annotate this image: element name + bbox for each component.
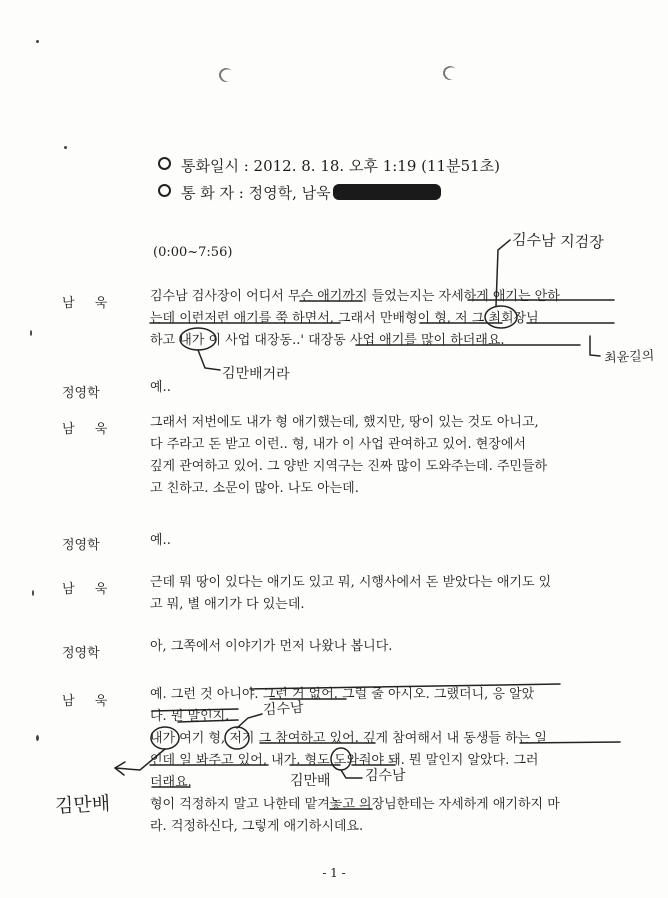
text-line: 김수남 검사장이 어디서 무슨 애기까지 들었는지는 자세하게 애기는 안하 <box>150 289 560 304</box>
handwritten-note: 최윤길의 <box>603 348 655 367</box>
arrow-mark <box>198 350 220 370</box>
speaker-label: 남 욱 <box>62 582 116 597</box>
arrow-mark <box>237 714 262 728</box>
text-line: 라. 걱정하신다, 그렇게 애기하시데요. <box>150 819 364 834</box>
arrow-mark <box>115 749 165 770</box>
text-line: 다 주라고 돈 받고 이런.. 형, 내가 이 사업 관여하고 있어. 현장에서 <box>150 437 526 452</box>
arrow-mark <box>341 770 362 778</box>
call-datetime: 통화일시 : 2012. 8. 18. 오후 1:19 (11분51초) <box>158 155 500 176</box>
text-line: 다. 뭔 말인지. <box>150 709 230 724</box>
text-line: 근데 뭐 땅이 있다는 애기도 있고 뭐, 시행사에서 돈 받았다는 애기도 있 <box>150 575 552 590</box>
circle-mark <box>151 727 179 749</box>
arrow-mark <box>590 336 600 356</box>
underline-mark <box>178 720 238 722</box>
speaker-label: 정영학 <box>62 646 100 661</box>
circle-mark <box>485 306 517 328</box>
text-line: 고 친하고. 소문이 많아. 나도 아는데. <box>150 481 359 496</box>
handwritten-note: 김만배 <box>54 792 111 818</box>
circle-mark <box>225 727 249 749</box>
handwritten-note: 김수남 <box>365 768 406 784</box>
text-line: 하고 내가 이 사업 대장동..' 대장동 사업 애기를 많이 하더래요. <box>150 333 505 348</box>
page-number: - 1 - <box>322 866 346 880</box>
handwritten-note: 김만배 <box>290 773 331 789</box>
circle-mark <box>331 748 351 770</box>
handwritten-note: 김수남 <box>262 699 305 719</box>
text-line: 인데 일 봐주고 있어, 내가. 형도 도와줘야 돼. 뭔 말인지 알았다. 그러 <box>150 753 539 768</box>
handwritten-note: 김만배거라 <box>221 365 290 383</box>
speaker-label: 남 욱 <box>62 296 116 311</box>
strike-mark <box>250 684 560 689</box>
handwritten-note: 김수남 지검장 <box>511 230 604 252</box>
strike-mark <box>152 709 238 711</box>
text-line: 는데 이런저런 애기를 쭉 하면서, 그래서 만배형이 형, 저 그 최회장님 <box>150 311 539 326</box>
speaker-label: 정영학 <box>62 538 100 553</box>
speaker-label: 정영학 <box>62 386 100 401</box>
text-line: 더래요. <box>150 775 192 790</box>
text-line: 내가 여기 형, 저기 그 참여하고 있어. 깊게 참여해서 내 동생들 하는 일 <box>150 731 547 746</box>
text-line: 예.. <box>150 533 171 548</box>
text-line: 깊게 관여하고 있어. 그 양반 지역구는 진짜 많이 도와주는데. 주민들하 <box>150 459 548 474</box>
arrow-mark <box>496 240 510 306</box>
text-line: 예.. <box>150 380 171 395</box>
text-line: 그래서 저번에도 내가 형 애기했는데, 했지만, 땅이 있는 것도 아니고, <box>150 415 539 430</box>
text-line: 예. 그런 것 아니야. 그런 거 없어. 그럴 줄 아시오. 그랬더니, 응 알았 <box>150 687 535 702</box>
callers: 통 화 자 : 정영학, 남욱 <box>158 182 441 203</box>
text-line: 아, 그쪽에서 이야기가 먼저 나왔나 봅니다. <box>150 639 393 654</box>
underline-mark <box>520 742 620 743</box>
text-line: 형이 걱정하지 말고 나한테 맡겨놓고 의장님한테는 자세하게 애기하지 마 <box>150 797 560 812</box>
speaker-label: 남 욱 <box>62 694 116 709</box>
circle-mark <box>180 328 216 350</box>
text-line: 고 뭐, 별 애기가 다 있는데. <box>150 597 305 612</box>
time-range: (0:00~7:56) <box>153 245 233 260</box>
speaker-label: 남 욱 <box>62 422 116 437</box>
